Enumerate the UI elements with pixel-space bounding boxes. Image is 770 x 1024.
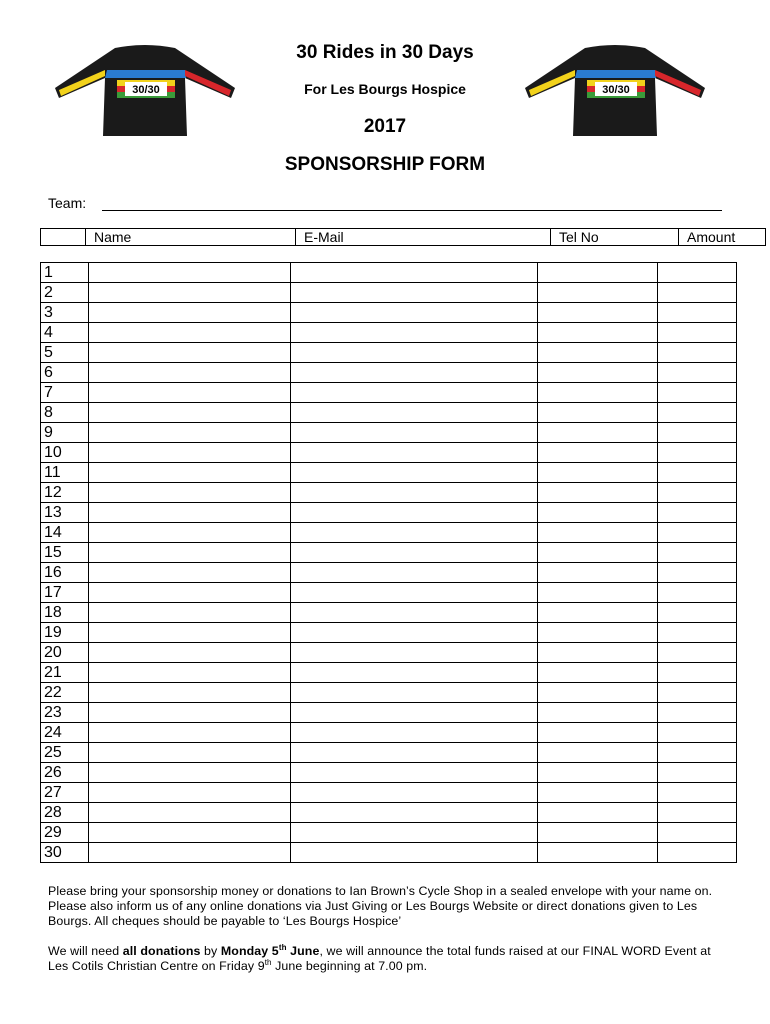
tel-no-cell[interactable] <box>538 763 658 783</box>
row-number: 22 <box>41 683 89 703</box>
amount-cell[interactable] <box>658 363 737 383</box>
sponsor-table-header <box>40 228 766 246</box>
table-row <box>41 363 737 383</box>
email-cell[interactable] <box>291 603 538 623</box>
amount-cell[interactable] <box>658 803 737 823</box>
row-number: 25 <box>41 743 89 763</box>
table-row <box>41 823 737 843</box>
name-cell[interactable] <box>89 443 291 463</box>
email-cell[interactable] <box>291 723 538 743</box>
instructions-paragraph-1: Please bring your sponsorship money or donations to Ian Brown’s Cycle Shop in a sealed envelope with your name on. Please also inform us of any online donations via Just Giving or Les Bourgs Website or direct donations given to Les Bourgs. All cheques should be payable to ‘Les Bourgs Hospice’ <box>48 884 713 928</box>
table-row <box>41 503 737 523</box>
email-cell[interactable] <box>291 303 538 323</box>
tel-no-cell[interactable] <box>538 843 658 863</box>
email-cell[interactable] <box>291 623 538 643</box>
amount-cell[interactable] <box>658 823 737 843</box>
amount-cell[interactable] <box>658 263 737 283</box>
name-cell[interactable] <box>89 783 291 803</box>
team-label: Team: <box>48 195 87 211</box>
table-row <box>41 523 737 543</box>
email-cell[interactable] <box>291 663 538 683</box>
amount-cell[interactable] <box>658 663 737 683</box>
tel-no-cell[interactable] <box>538 603 658 623</box>
tel-no-cell[interactable] <box>538 483 658 503</box>
email-cell[interactable] <box>291 263 538 283</box>
table-row <box>41 403 737 423</box>
email-cell[interactable] <box>291 283 538 303</box>
table-row <box>41 483 737 503</box>
email-cell[interactable] <box>291 763 538 783</box>
sponsor-table <box>40 262 737 863</box>
email-cell[interactable] <box>291 523 538 543</box>
page-title: 30 Rides in 30 Days <box>296 42 474 63</box>
row-number: 8 <box>41 403 89 423</box>
row-number: 17 <box>41 583 89 603</box>
email-cell[interactable] <box>291 423 538 443</box>
name-cell[interactable] <box>89 683 291 703</box>
table-row <box>41 383 737 403</box>
email-cell[interactable] <box>291 743 538 763</box>
header-tel-no: Tel No <box>551 229 679 246</box>
row-number: 29 <box>41 823 89 843</box>
email-cell[interactable] <box>291 463 538 483</box>
email-cell[interactable] <box>291 403 538 423</box>
tel-no-cell[interactable] <box>538 343 658 363</box>
name-cell[interactable] <box>89 603 291 623</box>
tel-no-cell[interactable] <box>538 383 658 403</box>
amount-cell[interactable] <box>658 683 737 703</box>
name-cell[interactable] <box>89 663 291 683</box>
name-cell[interactable] <box>89 803 291 823</box>
row-number: 7 <box>41 383 89 403</box>
header-number-cell <box>41 229 86 246</box>
email-cell[interactable] <box>291 583 538 603</box>
email-cell[interactable] <box>291 503 538 523</box>
tel-no-cell[interactable] <box>538 283 658 303</box>
name-cell[interactable] <box>89 503 291 523</box>
email-cell[interactable] <box>291 483 538 503</box>
table-row <box>41 723 737 743</box>
amount-cell[interactable] <box>658 763 737 783</box>
tel-no-cell[interactable] <box>538 563 658 583</box>
amount-cell[interactable] <box>658 563 737 583</box>
amount-cell[interactable] <box>658 643 737 663</box>
name-cell[interactable] <box>89 723 291 743</box>
table-row <box>41 603 737 623</box>
email-cell[interactable] <box>291 803 538 823</box>
amount-cell[interactable] <box>658 503 737 523</box>
row-number: 23 <box>41 703 89 723</box>
email-cell[interactable] <box>291 383 538 403</box>
name-cell[interactable] <box>89 743 291 763</box>
tel-no-cell[interactable] <box>538 803 658 823</box>
table-row <box>41 683 737 703</box>
row-number: 12 <box>41 483 89 503</box>
email-cell[interactable] <box>291 783 538 803</box>
amount-cell[interactable] <box>658 623 737 643</box>
table-row <box>41 763 737 783</box>
table-row <box>41 263 737 283</box>
name-cell[interactable] <box>89 843 291 863</box>
tel-no-cell[interactable] <box>538 683 658 703</box>
row-number: 5 <box>41 343 89 363</box>
amount-cell[interactable] <box>658 463 737 483</box>
form-title: SPONSORSHIP FORM <box>284 154 486 175</box>
table-row <box>41 463 737 483</box>
row-number: 18 <box>41 603 89 623</box>
amount-cell[interactable] <box>658 303 737 323</box>
tel-no-cell[interactable] <box>538 303 658 323</box>
email-cell[interactable] <box>291 703 538 723</box>
row-number: 6 <box>41 363 89 383</box>
table-row <box>41 323 737 343</box>
name-cell[interactable] <box>89 383 291 403</box>
table-row <box>41 783 737 803</box>
table-row <box>41 443 737 463</box>
name-cell[interactable] <box>89 703 291 723</box>
email-cell[interactable] <box>291 443 538 463</box>
row-number: 28 <box>41 803 89 823</box>
table-row <box>41 563 737 583</box>
email-cell[interactable] <box>291 643 538 663</box>
row-number: 15 <box>41 543 89 563</box>
name-cell[interactable] <box>89 563 291 583</box>
table-row <box>41 543 737 563</box>
jersey-badge-left: 30/30 <box>132 84 160 96</box>
amount-cell[interactable] <box>658 543 737 563</box>
tel-no-cell[interactable] <box>538 323 658 343</box>
instructions <box>48 884 728 989</box>
amount-cell[interactable] <box>658 283 737 303</box>
tel-no-cell[interactable] <box>538 503 658 523</box>
name-cell[interactable] <box>89 463 291 483</box>
tel-no-cell[interactable] <box>538 623 658 643</box>
tel-no-cell[interactable] <box>538 643 658 663</box>
table-row <box>41 343 737 363</box>
amount-cell[interactable] <box>658 843 737 863</box>
tel-no-cell[interactable] <box>538 263 658 283</box>
table-row <box>41 423 737 443</box>
row-number: 13 <box>41 503 89 523</box>
row-number: 1 <box>41 263 89 283</box>
amount-cell[interactable] <box>658 383 737 403</box>
row-number: 19 <box>41 623 89 643</box>
header-email: E-Mail <box>296 229 551 246</box>
row-number: 2 <box>41 283 89 303</box>
tel-no-cell[interactable] <box>538 703 658 723</box>
row-number: 24 <box>41 723 89 743</box>
tel-no-cell[interactable] <box>538 523 658 543</box>
table-row <box>41 803 737 823</box>
name-cell[interactable] <box>89 423 291 443</box>
tel-no-cell[interactable] <box>538 663 658 683</box>
row-number: 4 <box>41 323 89 343</box>
row-number: 11 <box>41 463 89 483</box>
row-number: 20 <box>41 643 89 663</box>
tel-no-cell[interactable] <box>538 823 658 843</box>
name-cell[interactable] <box>89 283 291 303</box>
page-subtitle: For Les Bourgs Hospice <box>304 81 466 97</box>
amount-cell[interactable] <box>658 743 737 763</box>
row-number: 10 <box>41 443 89 463</box>
email-cell[interactable] <box>291 823 538 843</box>
amount-cell[interactable] <box>658 523 737 543</box>
team-input-line[interactable] <box>102 210 722 211</box>
tel-no-cell[interactable] <box>538 543 658 563</box>
table-row <box>41 663 737 683</box>
tel-no-cell[interactable] <box>538 443 658 463</box>
name-cell[interactable] <box>89 483 291 503</box>
amount-cell[interactable] <box>658 723 737 743</box>
name-cell[interactable] <box>89 643 291 663</box>
name-cell[interactable] <box>89 623 291 643</box>
amount-cell[interactable] <box>658 443 737 463</box>
header-amount: Amount <box>679 229 766 246</box>
jersey-badge-right: 30/30 <box>602 84 630 96</box>
year-heading: 2017 <box>363 116 407 137</box>
instructions-paragraph-2: We will need all donations by Monday 5th June, we will announce the total funds raised at our FINAL WORD Event at Les Cotils Christian Centre on Friday 9th June beginning at 7.00 pm. <box>48 942 711 973</box>
email-cell[interactable] <box>291 323 538 343</box>
name-cell[interactable] <box>89 263 291 283</box>
table-row <box>41 283 737 303</box>
amount-cell[interactable] <box>658 603 737 623</box>
table-row <box>41 843 737 863</box>
tel-no-cell[interactable] <box>538 423 658 443</box>
tel-no-cell[interactable] <box>538 403 658 423</box>
tel-no-cell[interactable] <box>538 463 658 483</box>
email-cell[interactable] <box>291 543 538 563</box>
amount-cell[interactable] <box>658 343 737 363</box>
table-row <box>41 623 737 643</box>
amount-cell[interactable] <box>658 483 737 503</box>
name-cell[interactable] <box>89 403 291 423</box>
tel-no-cell[interactable] <box>538 723 658 743</box>
name-cell[interactable] <box>89 823 291 843</box>
email-cell[interactable] <box>291 683 538 703</box>
email-cell[interactable] <box>291 363 538 383</box>
row-number: 16 <box>41 563 89 583</box>
row-number: 9 <box>41 423 89 443</box>
amount-cell[interactable] <box>658 783 737 803</box>
name-cell[interactable] <box>89 323 291 343</box>
tel-no-cell[interactable] <box>538 583 658 603</box>
row-number: 14 <box>41 523 89 543</box>
name-cell[interactable] <box>89 343 291 363</box>
header-name: Name <box>86 229 296 246</box>
amount-cell[interactable] <box>658 703 737 723</box>
table-row <box>41 583 737 603</box>
amount-cell[interactable] <box>658 423 737 443</box>
name-cell[interactable] <box>89 763 291 783</box>
amount-cell[interactable] <box>658 403 737 423</box>
row-number: 3 <box>41 303 89 323</box>
row-number: 27 <box>41 783 89 803</box>
tel-no-cell[interactable] <box>538 743 658 763</box>
amount-cell[interactable] <box>658 583 737 603</box>
table-row <box>41 703 737 723</box>
table-row <box>41 303 737 323</box>
email-cell[interactable] <box>291 343 538 363</box>
name-cell[interactable] <box>89 363 291 383</box>
email-cell[interactable] <box>291 563 538 583</box>
tel-no-cell[interactable] <box>538 363 658 383</box>
tel-no-cell[interactable] <box>538 783 658 803</box>
name-cell[interactable] <box>89 303 291 323</box>
table-row <box>41 643 737 663</box>
row-number: 21 <box>41 663 89 683</box>
name-cell[interactable] <box>89 543 291 563</box>
name-cell[interactable] <box>89 523 291 543</box>
table-row <box>41 743 737 763</box>
row-number: 30 <box>41 843 89 863</box>
name-cell[interactable] <box>89 583 291 603</box>
email-cell[interactable] <box>291 843 538 863</box>
row-number: 26 <box>41 763 89 783</box>
amount-cell[interactable] <box>658 323 737 343</box>
